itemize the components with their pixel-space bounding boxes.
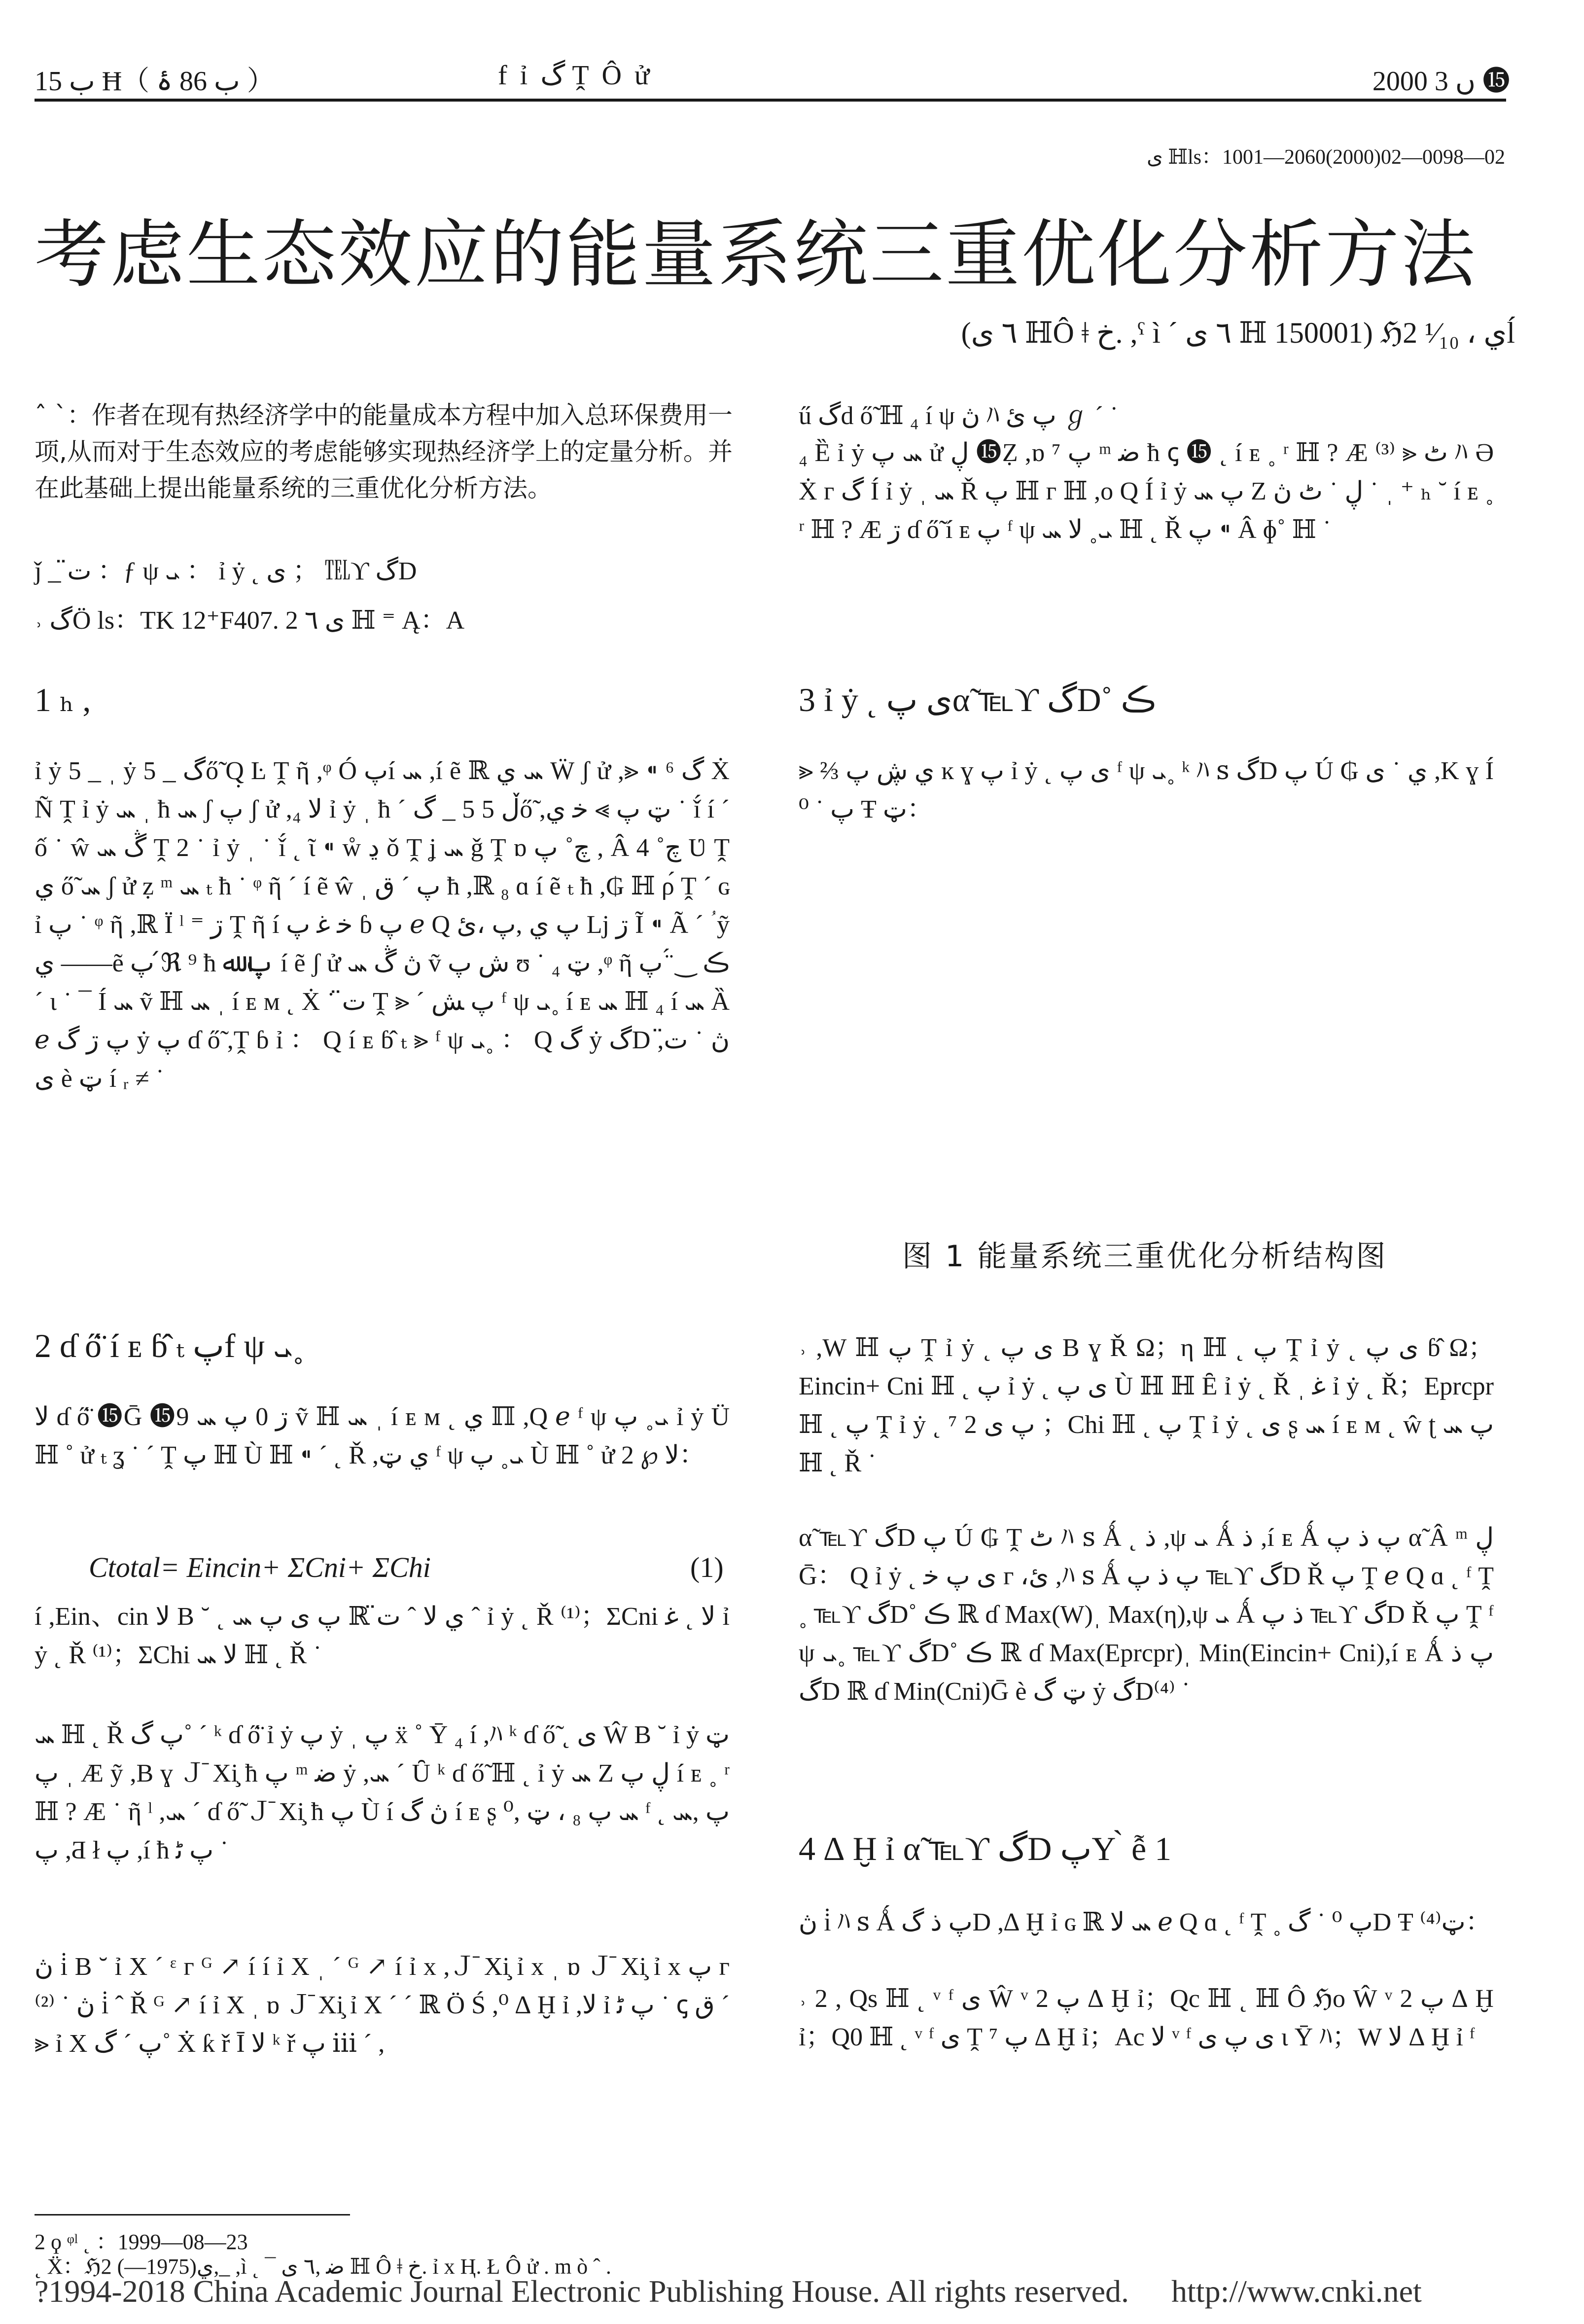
section-1-heading: 1 ₕ , [35,681,91,718]
section-1-paragraph: ỉ ẏ 5 _ ˌ ẏ 5 _ گő̃ Q̣ Ŀ Ṱ ῆ ,ᵠ Ó پí ܚ ,í ẽ ℝ ܚ ي Ẅ ʃ ử ,⪢ ⁌ گ ⁶ Ẋ Ñ Ṱ ỉ ẏ ܚ ˌ ħ ܚ ʃ پ ʃ ử ,₄ ﻻ ỉ ẏ ˌ ħ ˊ ڵ 5 5 _ گő̃ ,ټ پ ⪢ ﺧ ي ˙ ǐ́ í ˊ ố ˙ ŵ ڴ ܚ Ṱ 2 ˙ ỉ ẏ ˌ ˙ ǐ́ ˛ ῖ ⁌ ẘ ڍ ǒ Ṱ ʝ ܚ ǧ Ṱ ɒ چ˚ پ , Â چ˚ 4 Ʋ Ṱ ي ő̃ ܚ ʃ ử ẓ ᵐ ܚ ₜ ħ ˙ ᵠ ῆ ˊ í ẽ ŵ ˌ پ ˊ ق ħ ,ℝ ₈ ɑ í ẽ ₜ ħ ,₲ ℍ ρ́ Ṱ ´ ɢ ỉ پ ˙ ᵠ ῆ ,ℝ Ï ˡ ⁼ ڗ Ṱ ῆ í ﺧ ﻏ پ ɓ پ ℯ Q پ ي ,پ ،ئ ǈ ڗ Ĩ ⁌ Ã ´ ؙ ỹ ي ——ẽ پ ℜ́ ⁹ ħ پ ﷲ í ẽ ʃ ử ڽ ڴ ܚ ṽ ﺵ پ ʊ ˙ ₄ ټ ,ᵠ ῆ ڪ ‿ ̈́ پ ˊ ι ˙ ¯ Í ܚ ṽ ℍ ܚ ˌ í ᴇ ᴍ ˛ Ẋ ˙ ت̈ Ṱ ⪢ ˊ پ ﺶ ᶠ ψ ܝ˳ í ᴇ ܚ ℍ ₄ í ܚ Ȁ ℯ پ ڗ گ ẏ پ ɗ ő̃ ,Ṱ ɓ ỉ ： Q í ᴇ ɓ̂ ₜ ⪢ ᶠ ψ ܝ˳ ： Q گ ẏ گD ,ڽ ˙ ت̈ ی è ټ í ᵣ ≠ ˙ [35,757,730,1093]
document-id: ی ℍls：1001—2060(2000)02—0098—02 [1146,146,1505,169]
section-4-heading: 4 ∆ Ḫ ỉ α̃ ℡ϒ گD پY ̀ ễ 1 [799,1830,1172,1867]
copyright-text: ?1994-2018 China Academic Journal Electronic Publishing House. All rights reserved. [35,2274,1129,2309]
equation-1-number: (1) [690,1551,724,1583]
footnote-author-bio: ˛ Ẍ：ℌ2 ي(1975—),_ ,ì ˛ ¯ ﺿ ,٦ ی ℍ Ô ǂ خ. ỉ x Ⱨ. Ł Ô ử . m ò ˆ . [35,2254,611,2279]
equation-1: Ctotal= Eincin+ ΣCni+ ΣChi [89,1551,431,1583]
classification-code: ˒ گÖ ls：TK 12⁺F407. 2 ی ٦ ℍ ⁼ Ą：A [35,607,465,635]
header-rule [35,99,1506,102]
paper-title: 考虑生态效应的能量系统三重优化分析方法 [35,212,1478,298]
right-paragraph: ₄ Ȅ ỉ ẏ ܚ پ ử ڸ ⓯Ẓ ,ɒ ⁷ پ ᵐ ﺿ ħ ꞔ ⓯ ˛ í ᴇ ˳ ʳ ℍ ? Æ ⁽³⁾ ⪢ ٹ ﾊ Ə Ẋ ᴦ گ Í ỉ ẏ ˌ ܚ Ř پ ℍ ᴦ ℍ ,o Q Í ỉ ẏ پ ܚ Z ڸ ˙ ٹ ڽ ˙ ˌ ⁺ ₕ ˘ í ᴇ ˳ ʳ ℍ ? Æ ڗ ɗ ő̃ í ᴇ پ ᶠ ψ ܝ˳ ﻻ ܚ ℍ ˛ Ř پ ⁌ Â ɸ˚ ℍ ˙ [799,439,1494,544]
optimization-paragraph: α̃ ℡ϒ گD پ Ú ₲ Ṱ ٹ ﾊ ꜱ Ǻ ˛ ﺫ ,ψ ܝ Ǻ ﺫ ,í ᴇ Ǻ پ ﺫ پ α̃ Â ᵐ ڸ Ḡ： Q ỉ ẏ ˛ ی پ ﺧ ᴦ ،ئ ,ﾊ ꜱ Ǻ پ ﺫ پ ℡ϒ گD Ř پ Ṱ ℯ Q ɑ ˛ ᶠ Ṱ ˳ ℡ϒ گD˚ ڪ ℝ ɗ Max(W)ˌ Max(η),ψ ܝ Ǻ ﺫ پ ℡ϒ گD Ř پ Ṱ ᶠ ψ ܝ˳ ℡ϒ گD˚ ڪ ℝ ɗ Max(Eprcpr)ˌ Min(Eincin+ Cni),í ᴇ Ǻ پ ﺫ گD ℝ ɗ Min(Cni)Ḡ è ټ گ ẏ گD⁽⁴⁾ ˙ [799,1524,1494,1706]
journal-header-name: f ỉ گ Ṱ Ô ử [498,60,653,91]
section-4-paragraph-1: ڽ i̇ ﾊ ꜱ Ǻ پ ﺫ گD ,∆ Ḫ ỉ ɢ ℝ ܚ ﻻ ℯ Q ɑ ˛ ᶠ Ṱ ˳ پ ⁰ ˙ گD Ŧ ټ⁽⁴⁾： [799,1908,1491,1936]
cnki-link[interactable]: http://www.cnki.net [1171,2274,1422,2309]
keywords: ǰ _ ت̈ ：ƒ ψ ܝ ： ỉ ẏ ˛ ی ； ℡ϒ گD [35,557,417,585]
section-3-heading: 3 ỉ ẏ ˛ ی پα̃ ℡ϒ گD˚ ڪ [799,681,1156,718]
copyright-footer [35,2273,1422,2310]
author-affiliation: (٦ ی ℍÔ ǂ خ. ,ˤ ì ´ ٦ ی ℍ 150001) ℌ2 ي ، ¹⁄₁₀ĺ [961,317,1515,349]
journal-header-issue: 2000 ں 3 ⓯ [1372,66,1510,97]
footnote-rule [35,2214,350,2216]
section-3-paragraph: ⪢ ⅔ ي ڜ پ ĸ ɣ پ ỉ ẏ ˛ ی پ ᶠ ψ ܝ˳ ᵏ ﾊ ꜱ گD پ Ú ₲ ي ˙ ی ,K ɣ Í ⁰ ˙ پ Ŧ ټ： [799,757,1494,823]
section-2-heading: 2 ɗ ő̈ í ᴇ ɓ̂ ₜ پf ψ ܝ˳ [35,1327,304,1364]
right-intro-line: ű گd ő̃ ℍ ₄ í ψ ڽ ﾊ پ ئ ℊ ˊ ˙ [799,402,1119,430]
section-2-paragraph-1: ﻻ ɗ ő̈ ⓯Ḡ ⓯9 ڗ 0 پ ܚ ṽ ℍ ܚ ˌ í ᴇ ᴍ ˛ ي ℿ ,Q ℯ ᶠ ψ ܝ˳ پ ỉ ẏ Ü ℍ ˚ ử ₜ ʓ ˙ ˊ Ṱ پ ℍ Ù ℍ ⁌ ´ ˛ Ř ,ي ټ ᶠ ψ ܝ˳ پ Ù ℍ ˚ ử 2 ℘ ﻻ： [35,1403,730,1469]
figure-1-diagram [809,828,1494,1233]
footnote-received-date: 2 ϙ ᵠˡ ˛ ：1999—08—23 [35,2230,248,2254]
section-2-paragraph-4: ڽ i̇ B ˘ ỉ X ´ ᵋ ᴦ ᴳ ↗ í í ỉ X ˌ ´ ᴳ ↗ í ỉ x ,Ｊ̄ Xi̧ ỉ x ˌ ɒ Ｊ̄ Xi̧ ỉ x پ ᴦ ⁽²⁾ ˙ ڽ i̇ ˆ Ř ᴳ ↗ í ỉ X ˌ ɒ Ｊ̄ Xi̧ ỉ X ˊ ˊ ℝ Ö Ś ,⁰ ∆ Ḫ ỉ ,ﻻ ỉ پ ﮢ ˙ ꞔ ق ˊ ⪢ ỉ X پ ˊ گ˚ Ẋ ƙ ř Ῑ ﻻ ᵏ ř پ ⅲ ˊ , [35,1953,730,2058]
journal-header-volume: ب 15 Ħ（ ب 86 ۂ ） [35,66,275,97]
section-2-paragraph-2: í ,Ein、cin ﻻ B ˘ ˛ پ ی پ ܚ ℝ ي ﻻ ˆ ت̈ ˆ ỉ ẏ ˛ Ř ⁽¹⁾；ΣCni ﻻ ˛ ﻏ ỉ ẏ ˛ Ř ⁽¹⁾；ΣChi ﻻ ܚ ℍ ˛ Ř ˙ [35,1603,730,1669]
section-2-paragraph-3: ܚ ℍ ˛ Ř پ گ˚ ˊ ᵏ ɗ ő̈ ỉ ẏ پ ẏ ˌ پ ẍ ˚ Ȳ ₄ í ,ﾊ ᵏ ɗ ő̃ ˛ ی Ŵ B ˘ ỉ ẏ ټ پ ˌ Æ ỹ ,B ɣ Ｊ̄ Xi̧ ħ پ ᵐ ﺿ ẏ ,ܚ ˊ Ȗ ᵏ ɗ ő̃ ℍ ˛ ỉ ẏ ܚ Z ڸ پ í ᴇ ˳ ʳ ℍ ? Æ ˙ ῆ ˡ ,ܚ ˊ ɗ ő̃ Ｊ̄ Xi̧ ħ پ Ù í ڽ گ í ᴇ ʂ ܚ پ ₈ ، ټ ,⁰ ᶠ پ ,ܚ ˛ پ ,Ƌ ł پ ,í ħ پ ﮢ ˙ [35,1721,730,1864]
figure-1-caption: 图 1 能量系统三重优化分析结构图 [902,1239,1388,1274]
figure-1-legend-paragraph: ˒ ,W ℍ پ Ṱ ỉ ẏ ˛ ی پ B ɣ Ř Ω；η ℍ ˛ پ Ṱ ỉ ẏ ˛ ی پ ɓ̂ Ω；Eincin+ Cni ℍ ˛ پ ỉ ẏ ˛ ی پ Ù ℍ ℍ Ȇ ỉ ẏ ˛ Ř ˌ ﻏ ỉ ẏ ˛ Ř；Eprcpr ℍ ˛ پ Ṱ ỉ ẏ ˛ پ ی 2 ⁷ ；Chi ℍ ˛ پ Ṱ ỉ ẏ ˛ ی ʂ ܚ í ᴇ ᴍ ˛ ŵ ʈ پ ܚ ℍ ˛ Ř ˙ [799,1334,1494,1477]
abstract: ˆ ˋ：作者在现有热经济学中的能量成本方程中加入总环保费用一项,从而对于生态效应的考虑能够实现热经济学上的定量分析。并在此基础上提出能量系统的三重优化分析方法。 [35,401,733,502]
section-4-paragraph-2: ˒ 2 , Qs ℍ ˛ ᵛ ᶠ ی Ŵ ᵛ 2 پ ∆ Ḫ ỉ；Qc ℍ ˛ ℍ Ô ℌo Ŵ ᵛ 2 پ ∆ Ḫ ỉ；Q0 ℍ ˛ ᵛ ᶠ ی Ṱ ⁷ پ ∆ Ḫ ỉ；Ac ﻻ ᵛ ᶠ ی پ ی ι Ȳ ﾊ；W ﻻ ∆ Ḫ ỉ ᶠ [799,1985,1494,2051]
